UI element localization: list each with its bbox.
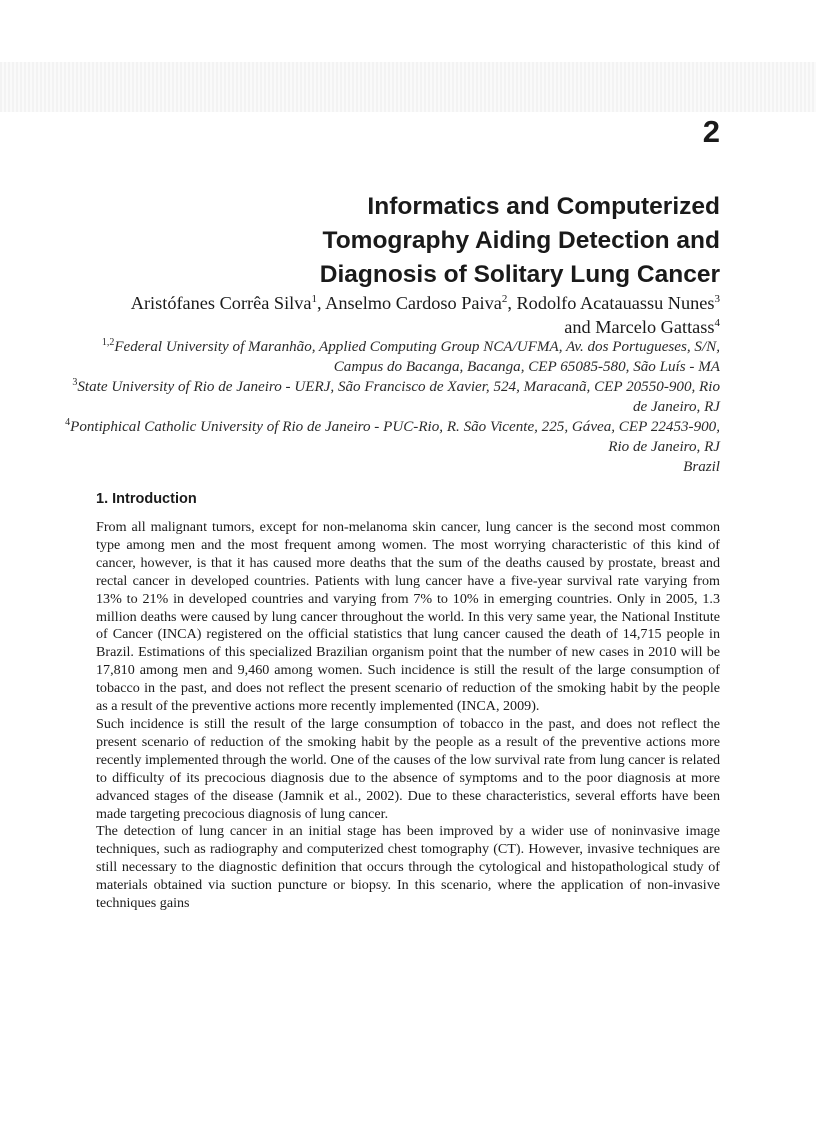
title-line-1: Informatics and Computerized bbox=[367, 193, 720, 220]
author-affil-mark: 3 bbox=[714, 292, 720, 305]
author-list bbox=[100, 291, 720, 339]
chapter-number: 2 bbox=[702, 114, 720, 149]
paragraph: The detection of lung cancer in an initial stage has been improved by a wider use of noninvasive image techniques, such as radiography and computerized chest tomography (CT). However, invasive techniques are still necessary to the diagnostic definition that occurs through the cytological and histopathological study of materials obtained via suction puncture or biopsy. In this scenario, where the application of non-invasive techniques gains bbox=[96, 823, 720, 912]
affiliation-mark: 1,2 bbox=[101, 336, 115, 348]
affiliation-text: Federal University of Maranhão, Applied Computing Group NCA/UFMA, Av. dos Portugueses, S/N, Campus do Bacanga, Bacanga, CEP 65085-580, São Luís - MA bbox=[114, 339, 720, 375]
affiliation-text: Pontiphical Catholic University of Rio de Janeiro - PUC-Rio, R. São Vicente, 225, Gávea, CEP 22453-900, Rio de Janeiro, RJ bbox=[70, 419, 720, 455]
chapter-title bbox=[160, 190, 720, 292]
author-affil-mark: 4 bbox=[714, 316, 720, 329]
paragraph: Such incidence is still the result of the large consumption of tobacco in the past, and does not reflect the present scenario of reduction of the smoking habit by the people as a result of the preventive actions more recently implemented through the world. One of the causes of the low survival rate from lung cancer is related to difficulty of its precocious diagnosis due to the absence of symptoms and to the poor diagnosis at more advanced stages of the disease (Jamnik et al., 2002). Due to these characteristics, several efforts have been made targeting precocious diagnosis of lung cancer. bbox=[96, 715, 720, 822]
affiliation-item bbox=[60, 377, 720, 417]
title-line-3: Diagnosis of Solitary Lung Cancer bbox=[319, 261, 720, 288]
affiliation-item bbox=[60, 417, 720, 457]
author-name: , Rodolfo Acatauassu Nunes bbox=[507, 293, 715, 313]
author-name: and Marcelo Gattass bbox=[564, 317, 715, 337]
affiliation-list bbox=[60, 337, 720, 477]
title-line-2: Tomography Aiding Detection and bbox=[322, 227, 720, 254]
author-affil-mark: 1 bbox=[311, 292, 317, 305]
body-text bbox=[96, 519, 720, 913]
section-heading: 1. Introduction bbox=[96, 491, 197, 507]
affiliation-text: State University of Rio de Janeiro - UERJ, São Francisco de Xavier, 524, Maracanã, CEP 20550-900, Rio de Janeiro, RJ bbox=[77, 379, 720, 415]
author-name: , Anselmo Cardoso Paiva bbox=[317, 293, 502, 313]
header-band bbox=[0, 62, 816, 112]
affiliation-mark: 3 bbox=[72, 376, 78, 388]
affiliation-mark: 4 bbox=[65, 416, 71, 428]
paragraph: From all malignant tumors, except for non-melanoma skin cancer, lung cancer is the second most common type among men and the most frequent among women. The most worrying characteristic of this kind of cancer, however, is that it has caused more deaths that the sum of the deaths caused by prostate, breast and rectal cancer in developed countries. Patients with lung cancer have a five-year survival rate varying from 13% to 21% in developed countries and varying from 7% to 10% in emerging countries. Only in 2005, 1.3 million deaths were caused by lung cancer throughout the world. In this very same year, the National Institute of Cancer (INCA) registered on the official statistics that lung cancer caused the death of 14,715 people in Brazil. Estimations of this specialized Brazilian organism point that the number of new cases in 2010 will be 17,810 among men and 9,460 among women. Such incidence is still the result of the large consumption of tobacco in the past, and does not reflect the present scenario of reduction of the smoking habit by the people as a result of the preventive actions more recently implemented (INCA, 2009). bbox=[96, 519, 720, 715]
affiliation-country: Brazil bbox=[683, 459, 720, 475]
author-affil-mark: 2 bbox=[501, 292, 508, 305]
author-name: Aristófanes Corrêa Silva bbox=[130, 293, 312, 313]
affiliation-item bbox=[60, 337, 720, 377]
